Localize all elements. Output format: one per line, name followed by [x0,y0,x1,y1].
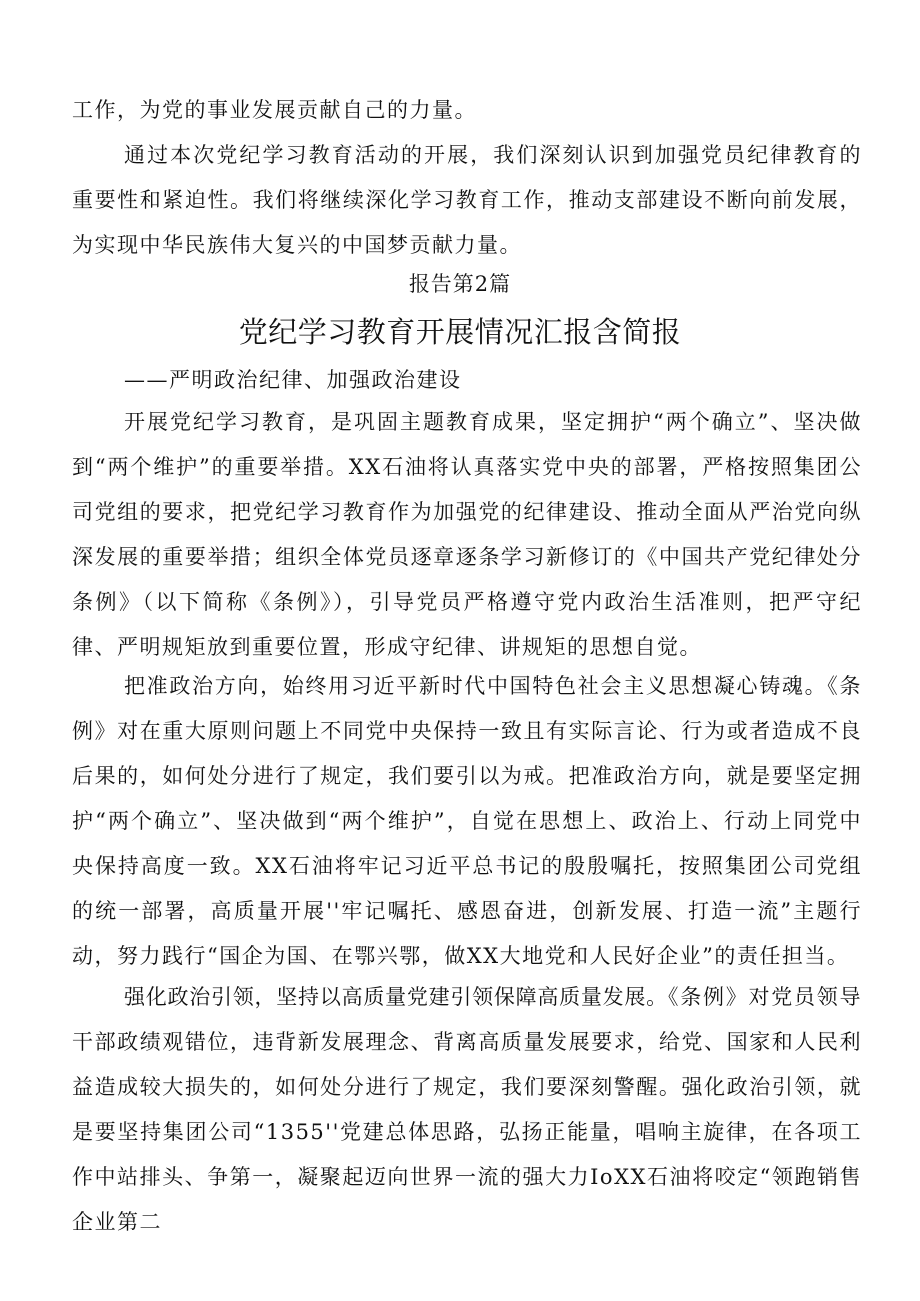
continuation-paragraph-1: 工作，为党的事业发展贡献自己的力量。 [72,98,477,122]
report-title: 党纪学习教育开展情况汇报含简报 [238,315,682,349]
paragraph-lead-sentence: 强化政治引领，坚持以高质量党建引领保障高质量发展。 [124,985,668,1009]
paragraph-body-text: 《条例》对党员领导干部政绩观错位，违背新发展理念、背离高质量发展要求，给党、国家和人民利益造成较大损失的，如何处分进行了规定，我们要深刻警醒。强化政治引领，就是要坚持集团公司“1355''党建总体思路，弘扬正能量，唱响主旋律，在各项工作中站排头、争第一，凝聚起迈向世界一流的强大力IoXX石油将咬定“领跑销售企业第二 [72,985,862,1234]
report-paragraph-1: 开展党纪学习教育，是巩固主题教育成果，坚定拥护“两个确立”、坚决做到“两个维护”的重要举措。XX石油将认真落实党中央的部署，严格按照集团公司党组的要求，把党纪学习教育作为加强党的纪律建设、推动全面从严治党向纵深发展的重要举措；组织全体党员逐章逐条学习新修订的《中国共产党纪律处分条例》（以下简称《条例》），引导党员严格遵守党内政治生活准则，把严守纪律、严明规矩放到重要位置，形成守纪律、讲规矩的思想自觉。 [72,410,862,659]
continuation-paragraph-2: 通过本次党纪学习教育活动的开展，我们深刻认识到加强党员纪律教育的重要性和紧迫性。我们将继续深化学习教育工作，推动支部建设不断向前发展，为实现中华民族伟大复兴的中国梦贡献力量。 [72,143,862,257]
report-paragraph-2: 把准政治方向，始终用习近平新时代中国特色社会主义思想凝心铸魂。《条例》对在重大原则问题上不同党中央保持一致且有实际言论、行为或者造成不良后果的，如何处分进行了规定，我们要引以为戒。把准政治方向，就是要坚定拥护“两个确立”、坚决做到“两个维护”，自觉在思想上、政治上、行动上同党中央保持高度一致。XX石油将牢记习近平总书记的殷殷嘱托，按照集团公司党组的统一部署，高质量开展''牢记嘱托、感恩奋进，创新发展、打造一流”主题行动，努力践行“国企为国、在鄂兴鄂，做XX大地党和人民好企业”的责任担当。 [72,674,862,968]
report-paragraph-3 [72,975,862,1245]
report-subtitle: ——严明政治纪律、加强政治建设 [124,368,462,392]
report-number-label: 报告第2篇 [408,272,512,296]
